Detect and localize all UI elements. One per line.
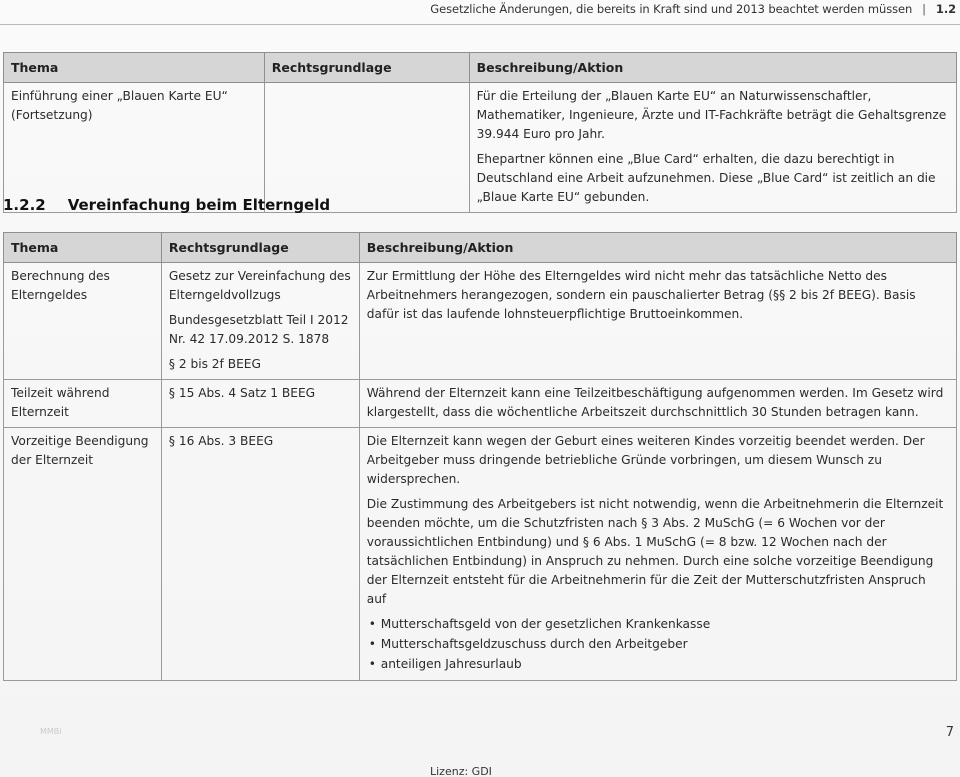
license-text: Lizenz: GDI	[430, 765, 492, 777]
table-row	[4, 263, 957, 380]
cell-beschreibung	[359, 263, 956, 380]
legal-basis-line: Gesetz zur Vereinfachung des Elterngeldvollzugs	[168, 269, 351, 302]
section-number: 1.2.2	[3, 196, 46, 214]
cell-beschreibung	[359, 428, 956, 681]
table-header-row	[4, 53, 957, 83]
cell-rechtsgrundlage	[161, 428, 359, 681]
cell-thema: Teilzeit während Elternzeit	[4, 380, 162, 428]
legal-basis-line: § 2 bis 2f BEEG	[168, 357, 261, 371]
running-head-separator: |	[922, 2, 926, 16]
description-paragraph: Für die Erteilung der „Blauen Karte EU“ an Naturwissenschaftler, Mathematiker, Ingenieure, Ärzte und IT-Fachkräfte beträgt die Gehaltsgrenze 39.944 Euro pro Jahr.	[476, 89, 947, 141]
faint-mark: MMBi	[40, 727, 62, 736]
running-head-section: 1.2	[935, 2, 956, 16]
header-rule	[0, 24, 960, 25]
description-paragraph: Die Elternzeit kann wegen der Geburt eines weiteren Kindes vorzeitig beendet werden. Der Arbeitgeber muss dringende betriebliche Gründe vorbringen, um diesem Wunsch zu widersprechen.	[366, 434, 925, 486]
cell-beschreibung	[359, 380, 956, 428]
cell-rechtsgrundlage	[264, 83, 469, 213]
list-item: • Mutterschaftsgeld von der gesetzlichen Krankenkasse	[367, 615, 949, 634]
cell-thema: Berechnung des Elterngeldes	[4, 263, 162, 380]
header-beschreibung: Beschreibung/Aktion	[469, 53, 956, 83]
cell-thema: Vorzeitige Beendigung der Elternzeit	[4, 428, 162, 681]
description-paragraph: Während der Elternzeit kann eine Teilzeitbeschäftigung aufgenommen werden. Im Gesetz wird klargestellt, dass die wöchentliche Arbeitszeit durchschnittlich 30 Stunden betragen kann.	[366, 386, 944, 419]
cell-thema	[4, 83, 265, 213]
description-paragraph: Zur Ermittlung der Höhe des Elterngeldes wird nicht mehr das tatsächliche Netto des Arbeitnehmers herangezogen, sondern ein pauschalierter Betrag (§§ 2 bis 2f BEEG). Basis dafür ist das laufende lohnsteuerpflichtige Bruttoeinkommen.	[366, 269, 916, 321]
blue-card-table	[3, 52, 957, 213]
table-header-row	[4, 233, 957, 263]
header-beschreibung: Beschreibung/Aktion	[359, 233, 956, 263]
header-rechtsgrundlage: Rechtsgrundlage	[161, 233, 359, 263]
header-rechtsgrundlage: Rechtsgrundlage	[264, 53, 469, 83]
cell-rechtsgrundlage	[161, 263, 359, 380]
page-number: 7	[945, 725, 954, 740]
bullet-list	[367, 615, 949, 674]
list-item: • anteiligen Jahresurlaub	[367, 655, 949, 674]
legal-basis-line: Bundesgesetzblatt Teil I 2012 Nr. 42 17.09.2012 S. 1878	[168, 313, 349, 346]
legal-basis-line: § 16 Abs. 3 BEEG	[168, 434, 274, 448]
cell-beschreibung	[469, 83, 956, 213]
list-item: • Mutterschaftsgeldzuschuss durch den Arbeitgeber	[367, 635, 949, 654]
table-row	[4, 83, 957, 213]
elterngeld-table	[3, 232, 957, 681]
running-head	[430, 0, 956, 18]
legal-basis-line: § 15 Abs. 4 Satz 1 BEEG	[168, 386, 316, 400]
description-paragraph: Die Zustimmung des Arbeitgebers ist nicht notwendig, wenn die Arbeitnehmerin die Elternzeit beenden möchte, um die Schutzfristen nach § 3 Abs. 2 MuSchG (= 6 Wochen vor der voraussichtlichen Entbindung) und § 6 Abs. 1 MuSchG (= 8 bzw. 12 Wochen nach der tatsächlichen Entbindung) in Anspruch zu nehmen. Durch eine solche vorzeitige Beendigung der Elternzeit entsteht für die Arbeitnehmerin für die Zeit der Mutterschutzfristen Anspruch auf	[366, 497, 944, 606]
header-thema: Thema	[4, 53, 265, 83]
table-row	[4, 380, 957, 428]
section-title: Vereinfachung beim Elterngeld	[67, 196, 331, 214]
cell-rechtsgrundlage	[161, 380, 359, 428]
running-head-title: Gesetzliche Änderungen, die bereits in Kraft sind und 2013 beachtet werden müssen	[430, 2, 913, 16]
section-heading	[3, 196, 330, 214]
thema-text: Einführung einer „Blauen Karte EU“ (Fortsetzung)	[11, 89, 228, 122]
description-paragraph: Ehepartner können eine „Blue Card“ erhalten, die dazu berechtigt in Deutschland eine Arbeit aufzunehmen. Diese „Blue Card“ ist zeitlich an die „Blaue Karte EU“ gebunden.	[476, 152, 936, 204]
table-row	[4, 428, 957, 681]
header-thema: Thema	[4, 233, 162, 263]
